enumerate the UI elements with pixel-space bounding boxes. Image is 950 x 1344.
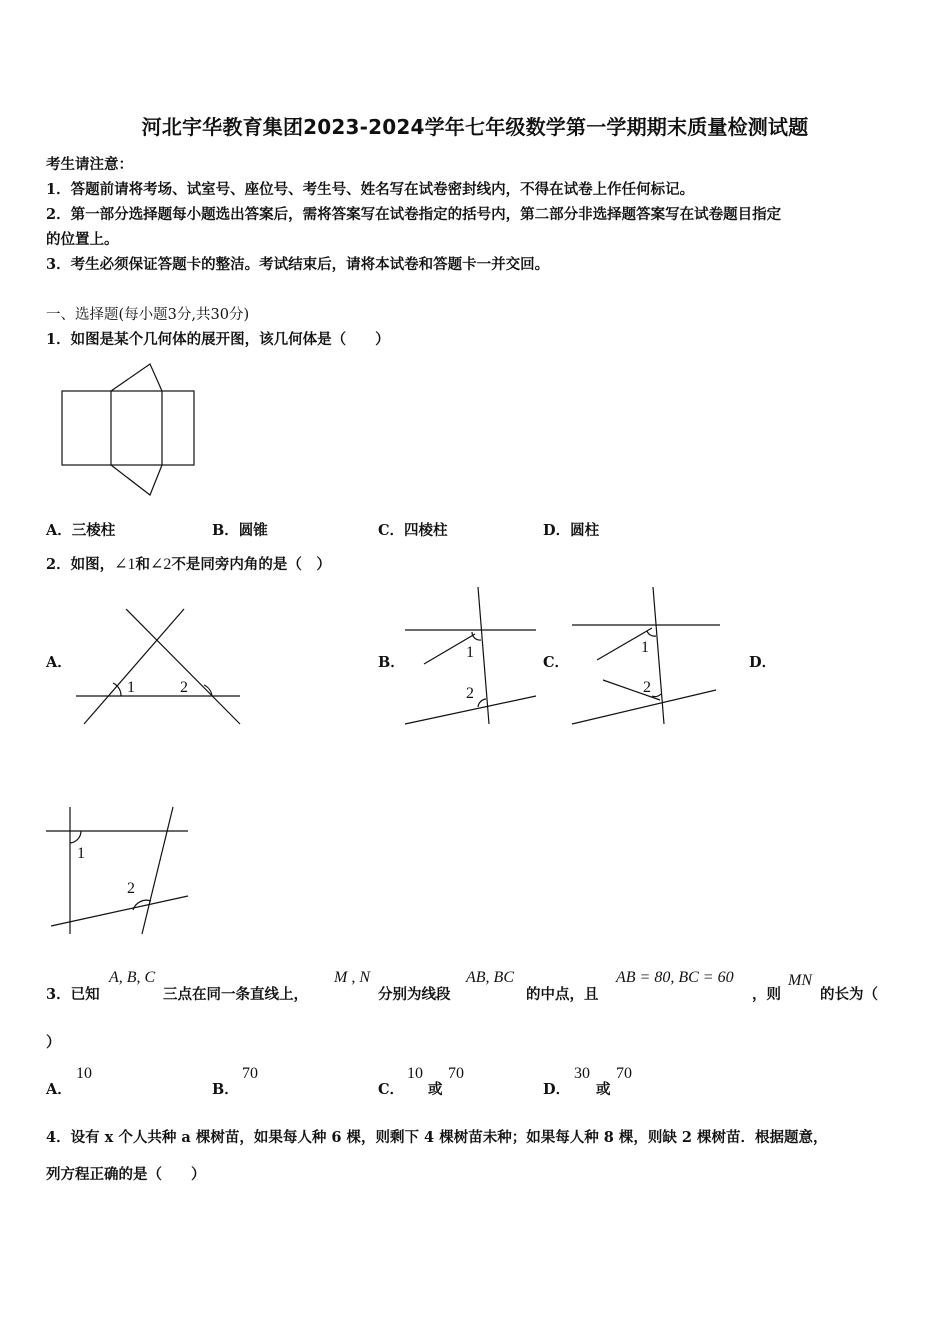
q3-option-c-value: 10 [407, 1065, 423, 1082]
q3-suffix: 的长为（ [820, 986, 878, 1003]
q4-line-2: 列方程正确的是（ ） [46, 1166, 206, 1183]
q2-fig-d-label-2: 2 [127, 880, 135, 897]
q3-segments: AB, BC [466, 969, 514, 986]
q3-option-c-value2: 70 [448, 1065, 464, 1082]
q2-option-c[interactable]: C． [543, 654, 570, 671]
q3-close: ） [46, 1034, 61, 1051]
notice-item-1: 1．答题前请将考场、试室号、座位号、考生号、姓名写在试卷密封线内，不得在试卷上作任何标记。 [46, 181, 695, 198]
q2-fig-a-label-2: 2 [180, 679, 188, 696]
page-title: 河北宇华教育集团2023-2024学年七年级数学第一学期期末质量检测试题 [141, 115, 809, 139]
q2-angle-2: ∠2 [150, 556, 172, 573]
notice-item-2: 2．第一部分选择题每小题选出答案后，需将答案写在试卷指定的括号内，第二部分非选择题答案写在试卷题目指定 [46, 206, 782, 223]
q2-stem-suffix: 不是同旁内角的是（ ） [171, 556, 331, 573]
q2-fig-b-label-1: 1 [466, 644, 474, 661]
q2-angle-1: ∠1 [114, 556, 136, 573]
q1-stem: 1．如图是某个几何体的展开图，该几何体是（ ） [46, 331, 390, 348]
q3-option-d-label: D． [543, 1081, 571, 1098]
q3-target: MN [788, 972, 812, 989]
section-heading: 一、选择题(每小题3分,共30分) [46, 307, 250, 323]
q4-line-1: 4．设有 x 个人共种 a 棵树苗，如果每人种 6 棵，则剩下 4 棵树苗未种；如果每人种 8 棵，则缺 2 棵树苗．根据题意， [46, 1129, 828, 1146]
q3-option-b[interactable] [212, 1078, 239, 1099]
q2-fig-d-label-1: 1 [77, 845, 85, 862]
q1-option-a[interactable]: A．三棱柱 [46, 522, 116, 539]
q3-mn-points: M , N [334, 969, 370, 986]
q1-option-d[interactable]: D．圆柱 [543, 522, 600, 539]
q2-fig-c-label-2: 2 [643, 679, 651, 696]
q3-mid2: 分别为线段 [378, 986, 451, 1003]
q3-option-a-value: 10 [76, 1065, 92, 1082]
q2-option-b[interactable]: B． [378, 654, 405, 671]
q2-fig-b-label-2: 2 [466, 685, 474, 702]
q1-option-b[interactable]: B．圆锥 [212, 522, 268, 539]
q3-mid1: 三点在同一条直线上， [163, 986, 308, 1003]
q2-figure-d [46, 807, 188, 934]
q2-option-d[interactable]: D． [749, 654, 777, 671]
notice-heading: 考生请注意： [46, 156, 133, 173]
q3-option-d-value: 30 [574, 1065, 590, 1082]
q2-fig-a-label-1: 1 [127, 679, 135, 696]
notice-item-2-cont: 的位置上。 [46, 231, 119, 248]
q1-option-c[interactable]: C．四棱柱 [378, 522, 448, 539]
q3-option-a[interactable] [46, 1078, 72, 1099]
q2-and: 和 [135, 556, 150, 573]
q3-option-c[interactable] [378, 1078, 404, 1099]
q3-option-d-or: 或 [596, 1081, 611, 1098]
notice-item-3: 3．考生必须保证答题卡的整洁。考试结束后，请将本试卷和答题卡一并交回。 [46, 256, 550, 273]
q2-stem-prefix: 2．如图， [46, 556, 115, 573]
q3-option-b-label: B． [212, 1081, 239, 1098]
q3-mid3: 的中点，且 [526, 986, 599, 1003]
q3-option-c-or: 或 [428, 1081, 443, 1098]
q3-option-d[interactable] [543, 1078, 570, 1099]
q3-option-b-value: 70 [242, 1065, 258, 1082]
q3-option-c-label: C． [378, 1081, 405, 1098]
q3-option-d-value2: 70 [616, 1065, 632, 1082]
q2-fig-c-label-1: 1 [641, 639, 649, 656]
q3-option-a-label: A． [46, 1081, 72, 1098]
q2-option-a[interactable]: A． [46, 654, 72, 671]
q3-mid4: ，则 [752, 986, 781, 1003]
q3-points: A, B, C [109, 969, 156, 986]
q3-condition: AB = 80, BC = 60 [616, 969, 734, 986]
q3-prefix: 3．已知 [46, 986, 100, 1003]
q2-figure-a [76, 609, 240, 724]
